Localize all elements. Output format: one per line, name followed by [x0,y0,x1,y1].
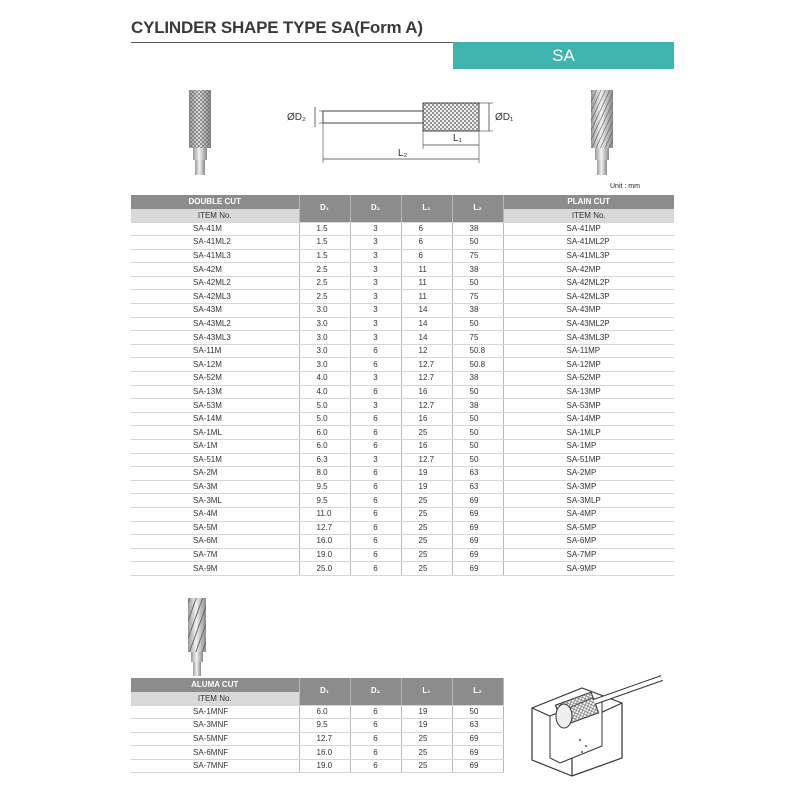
d1-value: 12.7 [299,521,350,535]
d2-value: 6 [350,705,401,719]
plain-cut-item-header: ITEM No. [503,209,674,222]
d2-value: 6 [350,507,401,521]
aluma-item-header: ITEM No. [131,692,299,705]
plain-cut-item: SA-9MP [503,562,674,576]
d1-value: 4.0 [299,372,350,386]
plain-cut-item: SA-41ML3P [503,249,674,263]
d1-value: 9.5 [299,480,350,494]
plain-cut-item: SA-52MP [503,372,674,386]
d2-value: 3 [350,290,401,304]
col-d1: D₁ [299,195,350,222]
l2-value: 69 [452,548,503,562]
d2-value: 6 [350,535,401,549]
plain-cut-item: SA-42ML2P [503,276,674,290]
l1-value: 19 [401,467,452,481]
d2-value: 6 [350,562,401,576]
l1-value: 19 [401,480,452,494]
plain-cut-item: SA-53MP [503,399,674,413]
plain-cut-item: SA-43MP [503,304,674,318]
table-row [131,290,674,304]
d2-value: 6 [350,467,401,481]
unit-note: Unit : mm [610,183,640,190]
l2-value: 69 [452,494,503,508]
double-cut-item: SA-3M [131,480,299,494]
d2-value: 6 [350,358,401,372]
l1-value: 14 [401,304,452,318]
d2-value: 3 [350,222,401,236]
d1-value: 6.0 [299,705,350,719]
plain-cut-item: SA-41MP [503,222,674,236]
double-cut-item: SA-42ML2 [131,276,299,290]
table-row [131,399,674,413]
aluma-cut-item: SA-3MNF [131,719,299,733]
l1-value: 11 [401,290,452,304]
table-row [131,732,503,746]
double-cut-item: SA-41M [131,222,299,236]
d1-value: 5.0 [299,399,350,413]
table-row [131,705,503,719]
l2-value: 69 [452,521,503,535]
double-cut-item: SA-2M [131,467,299,481]
aluma-col-d1: D₁ [299,678,350,705]
main-spec-table [131,195,674,576]
d1-value: 1.5 [299,222,350,236]
label-l2: L₂ [398,148,408,159]
double-cut-item: SA-43ML2 [131,317,299,331]
table-row [131,480,674,494]
l2-value: 69 [452,732,503,746]
l2-value: 50.8 [452,358,503,372]
table-row [131,507,674,521]
l1-value: 25 [401,426,452,440]
double-cut-burr-image [183,90,223,175]
l1-value: 12.7 [401,358,452,372]
d2-value: 3 [350,276,401,290]
l2-value: 50 [452,317,503,331]
l1-value: 25 [401,746,452,760]
d2-value: 6 [350,480,401,494]
plain-cut-item: SA-11MP [503,344,674,358]
plain-cut-item: SA-14MP [503,412,674,426]
l2-value: 50 [452,236,503,250]
d1-value: 5.0 [299,412,350,426]
table-row [131,467,674,481]
d1-value: 16.0 [299,746,350,760]
plain-cut-burr-image [583,90,623,175]
d1-value: 6.3 [299,453,350,467]
l2-value: 63 [452,467,503,481]
l2-value: 38 [452,304,503,318]
l1-value: 19 [401,719,452,733]
double-cut-item: SA-9M [131,562,299,576]
l1-value: 14 [401,331,452,345]
d1-value: 9.5 [299,494,350,508]
plain-cut-item: SA-5MP [503,521,674,535]
double-cut-item-header: ITEM No. [131,209,299,222]
d1-value: 12.7 [299,732,350,746]
plain-cut-item: SA-42ML3P [503,290,674,304]
table-row [131,440,674,454]
l2-value: 50 [452,453,503,467]
l1-value: 6 [401,236,452,250]
d2-value: 3 [350,317,401,331]
l2-value: 38 [452,263,503,277]
d1-value: 2.5 [299,276,350,290]
table-row [131,263,674,277]
table-row [131,521,674,535]
plain-cut-item: SA-1MLP [503,426,674,440]
double-cut-item: SA-43M [131,304,299,318]
table-row [131,746,503,760]
label-l1: L₁ [453,133,462,144]
table-row [131,412,674,426]
d2-value: 6 [350,732,401,746]
l2-value: 50.8 [452,344,503,358]
double-cut-item: SA-12M [131,358,299,372]
d1-value: 3.0 [299,358,350,372]
double-cut-item: SA-13M [131,385,299,399]
l2-value: 50 [452,705,503,719]
table-row [131,385,674,399]
double-cut-item: SA-52M [131,372,299,386]
double-cut-item: SA-7M [131,548,299,562]
d1-value: 8.0 [299,467,350,481]
l1-value: 12.7 [401,399,452,413]
l2-value: 69 [452,535,503,549]
col-l1: L₁ [401,195,452,222]
d1-value: 11.0 [299,507,350,521]
l1-value: 25 [401,507,452,521]
plain-cut-item: SA-3MLP [503,494,674,508]
plain-cut-item: SA-1MP [503,440,674,454]
double-cut-item: SA-14M [131,412,299,426]
d1-value: 1.5 [299,249,350,263]
d1-value: 3.0 [299,331,350,345]
table-row [131,426,674,440]
double-cut-item: SA-42M [131,263,299,277]
d1-value: 2.5 [299,290,350,304]
aluma-cut-item: SA-7MNF [131,759,299,773]
plain-cut-item: SA-3MP [503,480,674,494]
l2-value: 63 [452,719,503,733]
type-badge: SA [453,42,674,69]
d1-value: 1.5 [299,236,350,250]
table-row [131,276,674,290]
d2-value: 6 [350,494,401,508]
d1-value: 9.5 [299,719,350,733]
double-cut-item: SA-5M [131,521,299,535]
d2-value: 6 [350,385,401,399]
aluma-cut-burr-image [183,598,213,676]
table-row [131,759,503,773]
d1-value: 19.0 [299,548,350,562]
l2-value: 63 [452,480,503,494]
l1-value: 14 [401,317,452,331]
l1-value: 25 [401,494,452,508]
aluma-spec-table [131,678,504,773]
double-cut-item: SA-53M [131,399,299,413]
table-row [131,453,674,467]
l2-value: 75 [452,331,503,345]
plain-cut-item: SA-6MP [503,535,674,549]
d2-value: 3 [350,263,401,277]
table-row [131,719,503,733]
table-row [131,494,674,508]
d2-value: 6 [350,412,401,426]
d1-value: 16.0 [299,535,350,549]
plain-cut-item: SA-7MP [503,548,674,562]
double-cut-item: SA-3ML [131,494,299,508]
d2-value: 6 [350,548,401,562]
table-row [131,344,674,358]
l1-value: 25 [401,535,452,549]
l1-value: 25 [401,759,452,773]
l2-value: 75 [452,249,503,263]
l2-value: 50 [452,412,503,426]
table-row [131,317,674,331]
table-row [131,535,674,549]
d1-value: 2.5 [299,263,350,277]
d2-value: 3 [350,453,401,467]
l1-value: 12.7 [401,372,452,386]
label-d1: ØD₁ [495,112,514,123]
l2-value: 50 [452,385,503,399]
l2-value: 50 [452,440,503,454]
l1-value: 12.7 [401,453,452,467]
table-row [131,236,674,250]
plain-cut-header: PLAIN CUT [503,195,674,209]
table-row [131,372,674,386]
d1-value: 25.0 [299,562,350,576]
usage-illustration [522,668,672,778]
d1-value: 6.0 [299,426,350,440]
d1-value: 6.0 [299,440,350,454]
col-l2: L₂ [452,195,503,222]
l1-value: 25 [401,562,452,576]
d2-value: 6 [350,759,401,773]
double-cut-item: SA-43ML3 [131,331,299,345]
plain-cut-item: SA-43ML3P [503,331,674,345]
double-cut-item: SA-42ML3 [131,290,299,304]
aluma-col-l1: L₁ [401,678,452,705]
plain-cut-item: SA-4MP [503,507,674,521]
table-row [131,358,674,372]
table-row [131,331,674,345]
aluma-cut-header: ALUMA CUT [131,678,299,692]
double-cut-item: SA-6M [131,535,299,549]
d2-value: 6 [350,719,401,733]
l1-value: 25 [401,521,452,535]
double-cut-item: SA-1ML [131,426,299,440]
l2-value: 69 [452,759,503,773]
d1-value: 3.0 [299,304,350,318]
l1-value: 12 [401,344,452,358]
d2-value: 3 [350,372,401,386]
table-row [131,222,674,236]
l1-value: 16 [401,412,452,426]
l1-value: 6 [401,249,452,263]
plain-cut-item: SA-41ML2P [503,236,674,250]
double-cut-item: SA-4M [131,507,299,521]
d2-value: 6 [350,521,401,535]
d2-value: 3 [350,331,401,345]
d1-value: 4.0 [299,385,350,399]
l2-value: 69 [452,746,503,760]
aluma-cut-item: SA-1MNF [131,705,299,719]
d2-value: 6 [350,344,401,358]
l1-value: 6 [401,222,452,236]
double-cut-item: SA-51M [131,453,299,467]
aluma-col-l2: L₂ [452,678,503,705]
double-cut-item: SA-1M [131,440,299,454]
plain-cut-item: SA-12MP [503,358,674,372]
page-title: CYLINDER SHAPE TYPE SA(Form A) [131,18,423,37]
l1-value: 19 [401,705,452,719]
table-row [131,548,674,562]
plain-cut-item: SA-42MP [503,263,674,277]
double-cut-item: SA-41ML3 [131,249,299,263]
l2-value: 50 [452,276,503,290]
l2-value: 50 [452,426,503,440]
plain-cut-item: SA-43ML2P [503,317,674,331]
d1-value: 3.0 [299,317,350,331]
d2-value: 6 [350,440,401,454]
l2-value: 38 [452,372,503,386]
l2-value: 69 [452,507,503,521]
plain-cut-item: SA-2MP [503,467,674,481]
label-d2: ØD₂ [287,112,306,123]
l1-value: 11 [401,263,452,277]
aluma-cut-item: SA-6MNF [131,746,299,760]
d2-value: 6 [350,426,401,440]
d2-value: 3 [350,304,401,318]
l1-value: 16 [401,385,452,399]
table-row [131,304,674,318]
l2-value: 69 [452,562,503,576]
table-row [131,249,674,263]
l1-value: 16 [401,440,452,454]
l1-value: 25 [401,732,452,746]
l1-value: 11 [401,276,452,290]
plain-cut-item: SA-51MP [503,453,674,467]
l2-value: 38 [452,399,503,413]
double-cut-item: SA-11M [131,344,299,358]
d1-value: 19.0 [299,759,350,773]
d2-value: 3 [350,249,401,263]
col-d2: D₂ [350,195,401,222]
d2-value: 6 [350,746,401,760]
plain-cut-item: SA-13MP [503,385,674,399]
aluma-col-d2: D₂ [350,678,401,705]
double-cut-header: DOUBLE CUT [131,195,299,209]
aluma-cut-item: SA-5MNF [131,732,299,746]
d2-value: 3 [350,399,401,413]
d1-value: 3.0 [299,344,350,358]
double-cut-item: SA-41ML2 [131,236,299,250]
d2-value: 3 [350,236,401,250]
l1-value: 25 [401,548,452,562]
table-row [131,562,674,576]
l2-value: 75 [452,290,503,304]
l2-value: 38 [452,222,503,236]
